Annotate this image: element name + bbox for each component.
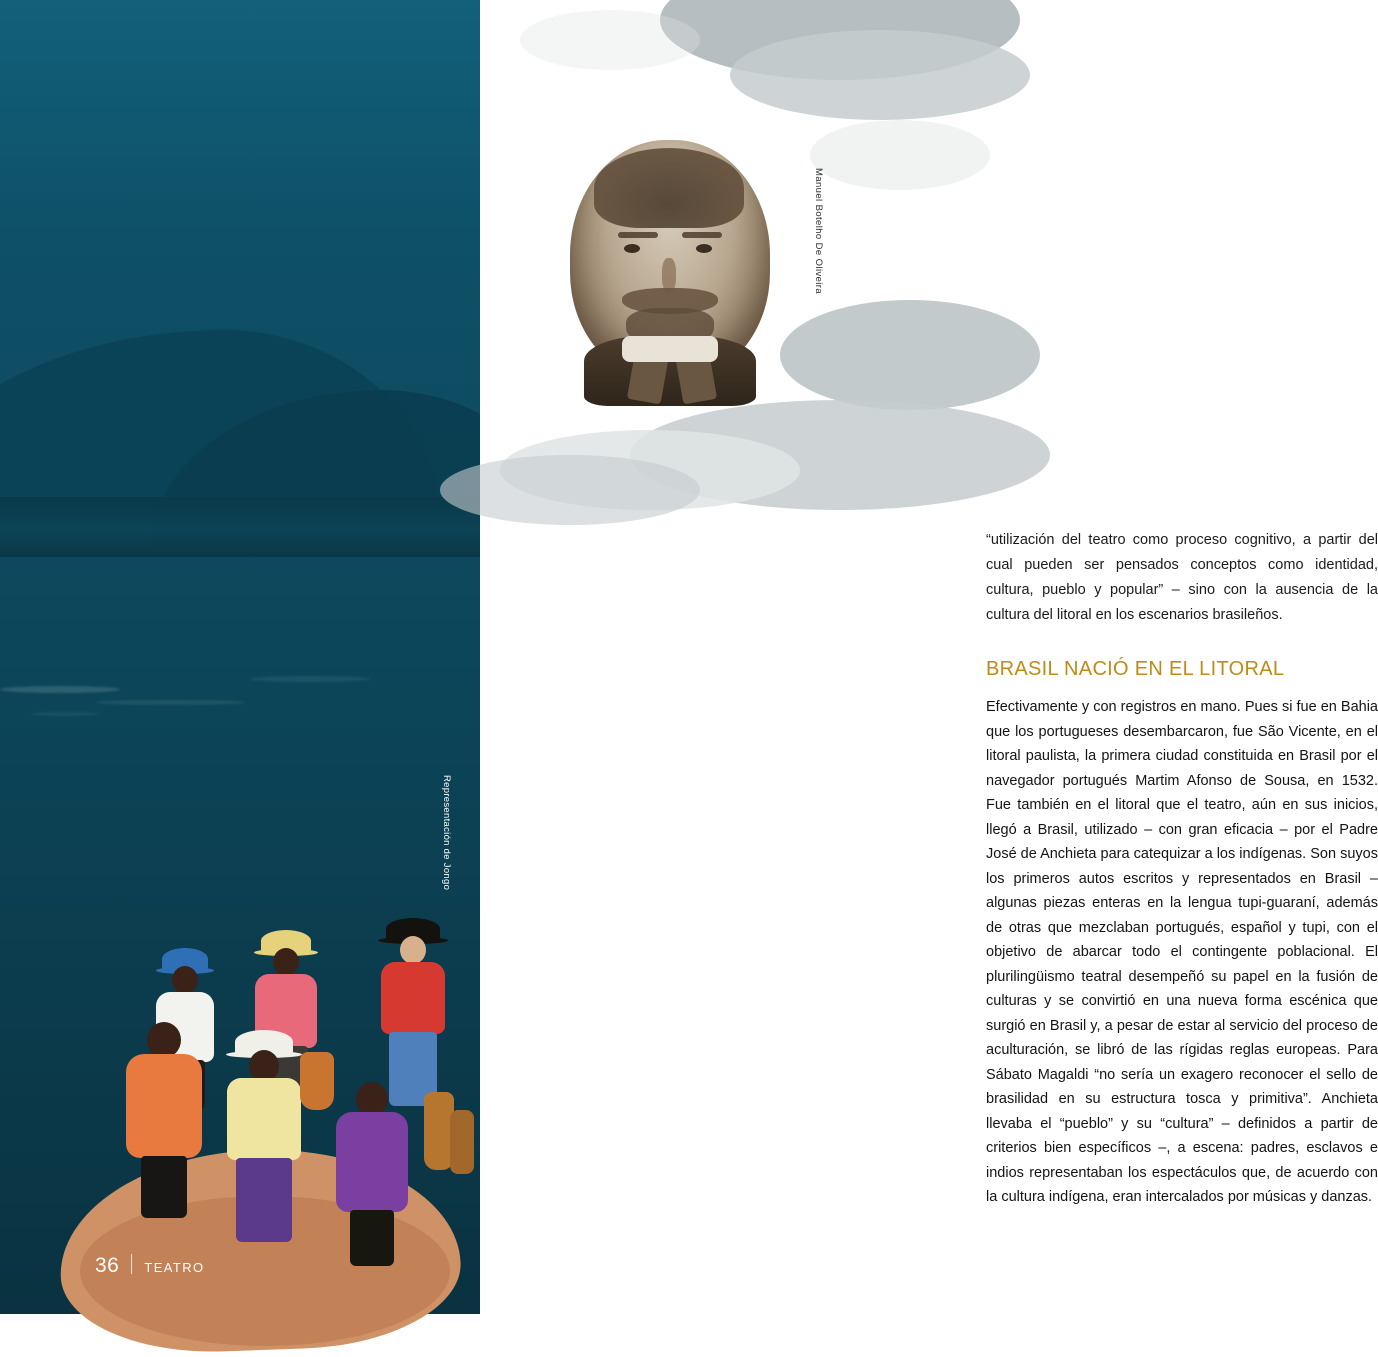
portrait-collar bbox=[622, 336, 718, 362]
portrait-eye-right bbox=[696, 244, 712, 253]
water-streak bbox=[250, 676, 370, 682]
portrait-caption: Manuel Botelho De Oliveira bbox=[813, 168, 824, 295]
clay-figurine bbox=[122, 1022, 206, 1232]
footer-divider bbox=[131, 1254, 132, 1274]
article-text-column bbox=[986, 528, 1378, 1210]
quote-paragraph: “utilización del teatro como proceso cognitivo, a partir del cual pueden ser pensados conceptos como identidad, cultura, pueblo y popular” – sino con la ausencia de la cultura del litoral en los escenarios brasileños. bbox=[986, 532, 1378, 623]
left-photo-panel bbox=[0, 0, 480, 1314]
portrait-nose bbox=[662, 258, 676, 292]
water-streak bbox=[96, 700, 246, 705]
portrait-engraving bbox=[570, 140, 770, 380]
portrait-brow-left bbox=[618, 232, 658, 238]
page-footer bbox=[95, 1252, 205, 1278]
water-streak bbox=[0, 686, 120, 693]
water-streak bbox=[30, 712, 100, 716]
clay-figurine bbox=[330, 1082, 414, 1272]
footer-section-label: TEATRO bbox=[144, 1260, 205, 1275]
clay-figurine bbox=[216, 1030, 312, 1260]
page-number: 36 bbox=[95, 1254, 120, 1277]
portrait-hair bbox=[594, 148, 744, 228]
portrait-eye-left bbox=[624, 244, 640, 253]
right-column bbox=[480, 0, 1378, 1314]
water-band bbox=[0, 497, 480, 557]
clay-drum bbox=[300, 1052, 334, 1110]
section-heading: BRASIL NACIÓ EN EL LITORAL bbox=[986, 658, 1285, 680]
body-paragraph: Efectivamente y con registros en mano. Pues si fue en Bahia que los portugueses desembarcaron, fue São Vicente, en el litoral paulista, la primera ciudad constituida en Brasil por el navegador portugués Martim Afonso de Sousa, en 1532. Fue también en el litoral que el teatro, aún en sus inicios, llegó a Brasil, utilizado – con gran eficacia – por el Padre José de Anchieta para catequizar a los indígenas. Son suyos los primeros autos escritos y representados en Brasil – algunas piezas enteras en la lengua tupi-guaraní, además de otras que mezclaban portugués, español y tupi, con el objetivo de abarcar todo el contingente poblacional. El plurilingüismo teatral desempeñó su papel en la fusión de culturas y se convirtió en una nueva forma escénica que surgió en Brasil y, a pesar de estar al servicio del proceso de aculturación, se libró de las rígidas reglas europeas. Para Sábato Magaldi “no sería un exagero reconocer el sello de brasilidad en su estructura tosca y primitiva”. Anchieta llevaba el “pueblo” y su “cultura” – definidos a partir de criterios bien específicos –, a escena: padres, esclavos e indios representaban los espectáculos que, de acuerdo con la cultura indígena, eran intercalados por músicas y danzas. bbox=[986, 699, 1378, 1205]
portrait-brow-right bbox=[682, 232, 722, 238]
left-image-caption: Representación de Jongo bbox=[441, 775, 452, 891]
clay-drum bbox=[450, 1110, 474, 1174]
